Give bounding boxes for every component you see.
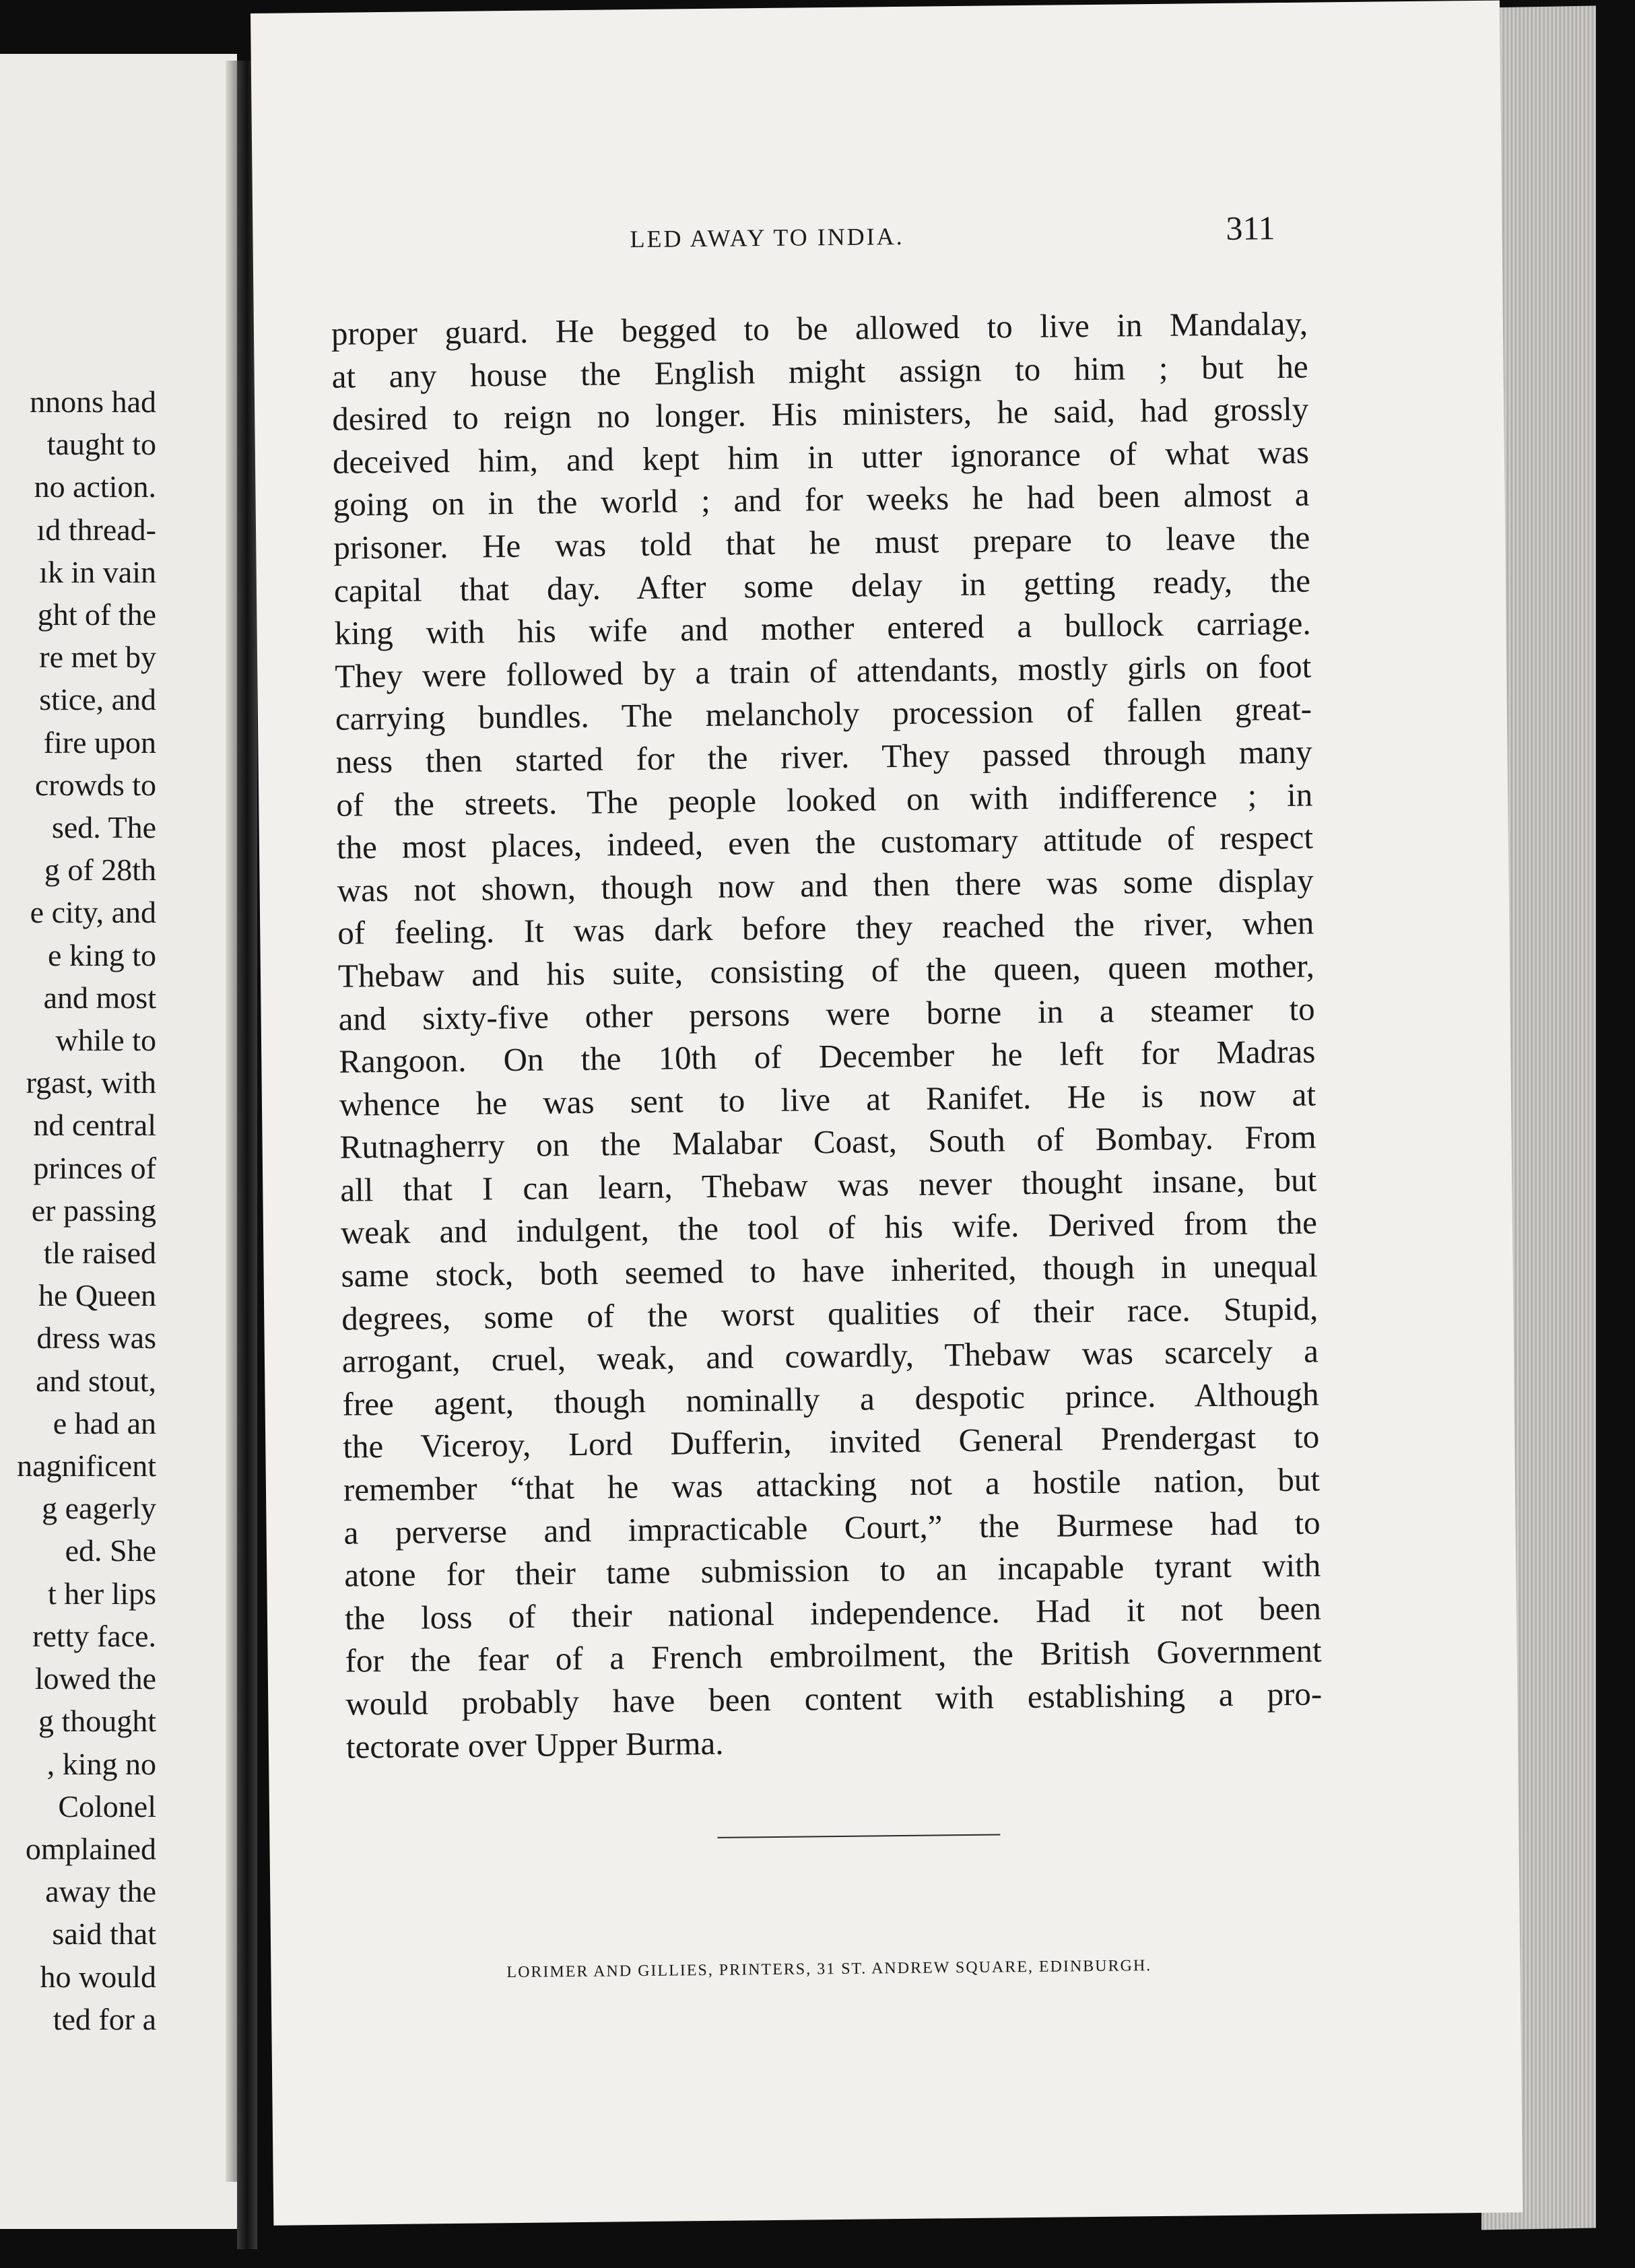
left-text-line: re met by xyxy=(39,640,156,675)
left-text-line: he Queen xyxy=(38,1278,156,1313)
end-rule xyxy=(717,1834,1000,1838)
left-text-line: er passing xyxy=(31,1193,156,1228)
left-text-line: ght of the xyxy=(37,597,156,632)
text-line: capital that day. After some delay in getting ready, the xyxy=(333,562,1311,609)
text-line: carrying bundles. The melancholy procession of fallen great- xyxy=(335,690,1312,738)
text-line: degrees, some of the worst qualities of their race. Stupid, xyxy=(341,1290,1319,1337)
left-text-line: dress was xyxy=(36,1321,156,1356)
text-line: proper guard. He begged to be allowed to live in Mandalay, xyxy=(331,304,1308,352)
left-page xyxy=(0,54,237,2229)
text-line: going on in the world ; and for weeks he had been almost a xyxy=(333,475,1310,524)
left-text-line: ed. She xyxy=(65,1533,156,1568)
left-text-line: rgast, with xyxy=(26,1065,156,1100)
left-text-line: g thought xyxy=(38,1704,156,1739)
text-line: at any house the English might assign to him ; but he xyxy=(331,347,1308,395)
text-line: Thebaw and his suite, consisting of the queen, queen mother, xyxy=(337,947,1315,995)
text-line: Rangoon. On the 10th of December he left for Madras xyxy=(339,1032,1316,1080)
text-line: atone for their tame submission to an incapable tyrant with xyxy=(344,1546,1321,1594)
left-text-line: omplained xyxy=(25,1831,156,1866)
left-text-line: tle raised xyxy=(43,1236,156,1271)
left-text-line: ık in vain xyxy=(39,554,156,589)
text-line: deceived him, and kept him in utter ignorance of what was xyxy=(332,433,1310,481)
right-page xyxy=(251,1,1523,2226)
text-line: remember “that he was attacking not a hostile nation, but xyxy=(343,1461,1321,1508)
left-text-line: sed. The xyxy=(51,810,156,845)
body-text xyxy=(331,302,1323,1768)
text-line: all that I can learn, Thebaw was never thought insane, but xyxy=(340,1161,1317,1209)
left-text-line: t her lips xyxy=(48,1576,156,1611)
left-text-line: crowds to xyxy=(34,767,156,802)
left-page-gutter-shadow xyxy=(226,61,238,2182)
left-text-line: lowed the xyxy=(34,1661,156,1696)
left-text-line: while to xyxy=(55,1023,156,1058)
text-line: free agent, though nominally a despotic prince. Although xyxy=(342,1375,1319,1423)
left-text-line: ted for a xyxy=(53,2001,156,2036)
text-line: the most places, indeed, even the customary attitude of respect xyxy=(336,818,1314,866)
text-line: was not shown, though now and then there was some display xyxy=(337,861,1314,909)
left-page-text xyxy=(0,380,156,2040)
left-text-line: ho would xyxy=(40,1959,156,1994)
text-line: the Viceroy, Lord Dufferin, invited General Prendergast to xyxy=(343,1418,1320,1466)
left-text-line: nagnificent xyxy=(17,1448,156,1483)
text-line: arrogant, cruel, weak, and cowardly, Thebaw was scarcely a xyxy=(341,1332,1319,1380)
text-line: whence he was sent to live at Ranifet. He is now at xyxy=(339,1075,1316,1123)
text-line: They were followed by a train of attendants, mostly girls on foot xyxy=(335,647,1312,695)
left-text-line: , king no xyxy=(46,1746,156,1781)
left-text-line: stice, and xyxy=(39,682,156,717)
text-line: desired to reign no longer. His ministers, he said, had grossly xyxy=(332,390,1309,438)
text-line: would probably have been content with establishing a pro- xyxy=(345,1675,1323,1723)
left-text-line: said that xyxy=(52,1916,156,1952)
text-line: a perverse and impracticable Court,” the Burmese had to xyxy=(343,1504,1321,1552)
left-text-line: e king to xyxy=(48,937,156,972)
left-text-line: and most xyxy=(43,980,156,1015)
left-text-line: Colonel xyxy=(58,1789,156,1824)
left-text-line: e city, and xyxy=(30,895,156,930)
text-line: king with his wife and mother entered a bullock carriage. xyxy=(334,604,1311,652)
left-text-line: g of 28th xyxy=(44,853,156,888)
left-text-line: and stout, xyxy=(36,1363,156,1398)
text-line: tectorate over Upper Burma. xyxy=(345,1724,724,1766)
text-line: prisoner. He was told that he must prepare to leave the xyxy=(333,519,1310,566)
left-text-line: away the xyxy=(45,1874,156,1909)
text-line: and sixty-five other persons were borne in a steamer to xyxy=(338,990,1315,1038)
text-line: same stock, both seemed to have inherited, though in unequal xyxy=(341,1246,1318,1294)
left-text-line: princes of xyxy=(33,1150,156,1185)
text-line: ness then started for the river. They passed through many xyxy=(335,733,1312,780)
page-number: 311 xyxy=(1226,209,1275,247)
left-text-line: ıd thread- xyxy=(36,512,156,547)
left-text-line: nd central xyxy=(33,1108,156,1143)
left-text-line: e had an xyxy=(53,1405,156,1440)
text-line: for the fear of a French embroilment, the British Government xyxy=(345,1632,1322,1680)
running-head: LED AWAY TO INDIA. xyxy=(630,222,904,253)
left-text-line: retty face. xyxy=(32,1618,156,1653)
text-line: the loss of their national independence. Had it not been xyxy=(344,1589,1322,1637)
left-text-line: taught to xyxy=(46,427,156,462)
text-line: of the streets. The people looked on with indifference ; in xyxy=(336,776,1313,824)
left-text-line: g eagerly xyxy=(42,1491,156,1526)
text-line: Rutnagherry on the Malabar Coast, South of Bombay. From xyxy=(339,1118,1316,1166)
left-text-line: no action. xyxy=(34,469,156,504)
printer-imprint: LORIMER AND GILLIES, PRINTERS, 31 ST. ANDREW SQUARE, EDINBURGH. xyxy=(506,1957,1152,1982)
text-line: of feeling. It was dark before they reached the river, when xyxy=(337,904,1314,952)
left-text-line: fire upon xyxy=(43,725,156,760)
left-text-line: nnons had xyxy=(30,385,156,419)
text-line: weak and indulgent, the tool of his wife. Derived from the xyxy=(340,1203,1318,1252)
